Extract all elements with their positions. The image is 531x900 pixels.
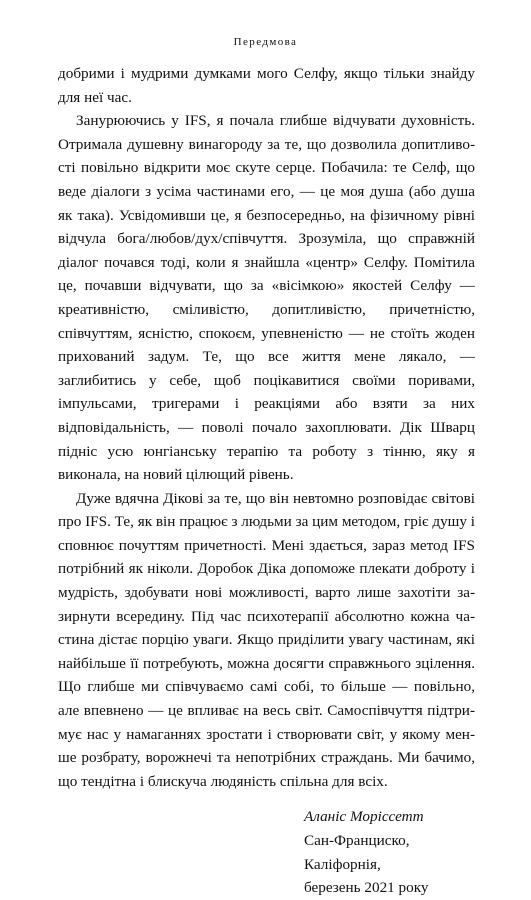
signature-place: Сан-Франциско, Каліфорнія,	[304, 832, 410, 873]
running-head: Передмова	[233, 36, 298, 48]
signature-block	[58, 805, 475, 899]
paragraph-gratitude: Дуже вдячна Дікові за те, що він невтомно розповідає світові про IFS. Те, як він працює з людьми за цим методом, гріє душу і сповнює почуттям причетності. Мені здається, зараз метод IFS потрібний як ніколи. Доробок Діка допоможе плекати доброту і мудрість, здобувати нові можливості, варто лише захотіти зазирнути всередину. Під час психотерапії абсолютно кожна частина дістає порцію уваги. Якщо приділити увагу частинам, які найбільше її потребують, можна досягти справжнього зцілення. Що глибше ми співчуваємо самі собі, то більше — повільно, але впевнено — це впливає на весь світ. Самоспівчуття підтримує нас у намаганнях зростати і створювати світ, у якому менше розбрату, ворожнечі та непотрібних страждань. Ми бачимо, що тендітна і блискуча людяність спільна для всіх.	[58, 489, 475, 790]
signature-author: Аланіс Моріссетт	[304, 808, 424, 826]
paragraph-spirituality: Занурюючись у IFS, я почала глибше відчувати духовність. Отримала душевну винагороду за те, що дозволила допитливості повільно відкрити моє скуте серце. Побачила: те Селф, що веде діалоги з усіма частинами его, — це моя душа (або душа як така). Усвідомивши це, я безпосередньо, на фізичному рівні відчула бога/любов/дух/співчуття. Зрозуміла, що справжній діалог почався тоді, коли я знайшла «центр» Селфу. Помітила це, почавши відчувати, що за «вісімкою» якостей Селфу — креативністю, сміливістю, допитливістю, причетністю, співчуттям, яснiстю, спокоєм, упевненістю — не стоїть жоден прихований задум. Те, що все життя мене лякало, — заглибитись у себе, щоб поцікавитися своїми поривами, імпульсами, тригерами і реакціями або взяти за них відповідальність, — поволі почало захоплювати. Дік Шварц підніс усю юнгіанську терапію та роботу з тінню, яку я виконала, на новий цілющий рівень.	[58, 112, 475, 484]
page-body	[58, 62, 475, 900]
paragraph-continuation: добрими і мудрими думками мого Селфу, якщо тільки знайду для неї час.	[58, 65, 475, 106]
signature-date: березень 2021 року	[304, 879, 429, 897]
